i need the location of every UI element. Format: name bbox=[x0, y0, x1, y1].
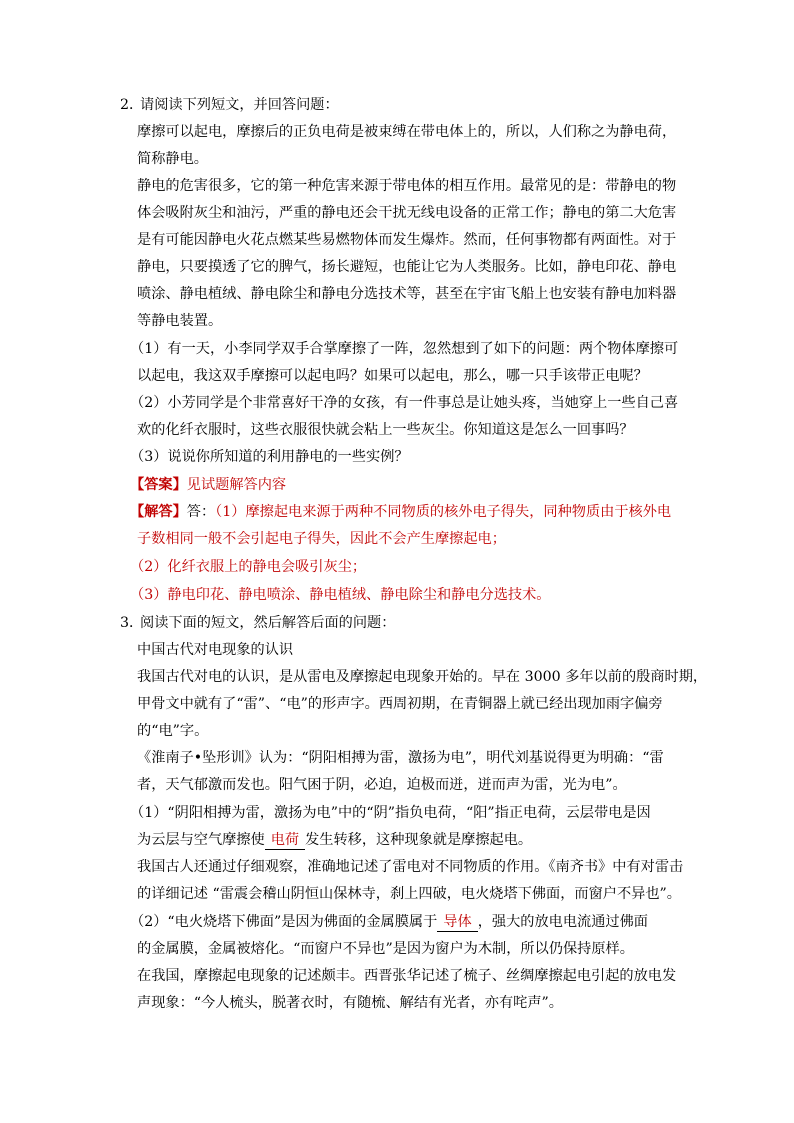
paragraph-line: 摩擦可以起电，摩擦后的正负电荷是被束缚在带电体上的，所以，人们称之为静电荷， bbox=[137, 124, 677, 140]
answer-blank-1: 电荷 bbox=[265, 832, 305, 850]
sub-question-2-pre: （2）“电火烧塔下佛面”是因为佛面的金属膜属于 bbox=[130, 914, 438, 930]
sub-question-3: （3）说说你所知道的利用静电的一些实例？ bbox=[130, 449, 409, 465]
paragraph-line: 在我国，摩擦起电现象的记述颇丰。西晋张华记述了梳子、丝绸摩擦起电引起的放电发 bbox=[137, 968, 677, 984]
paragraph-line: 的“电”字。 bbox=[137, 723, 209, 739]
solution-prefix: 答： bbox=[186, 504, 216, 520]
sub-question-2-post: ，强大的放电电流通过佛面 bbox=[477, 914, 648, 930]
paragraph-line: 甲骨文中就有了“雷”、“电”的形声字。西周初期，在青铜器上就已经出现加雨字偏旁 bbox=[137, 696, 663, 712]
sub-question-2 bbox=[130, 911, 648, 933]
solution-1b: 子数相同一般不会引起电子得失，因此不会产生摩擦起电； bbox=[137, 531, 506, 547]
sub-question-1-post: 发生转移，这种现象就是摩擦起电。 bbox=[305, 832, 533, 848]
answer-text: 见试题解答内容 bbox=[186, 477, 287, 493]
answer-tag: 【答案】 bbox=[130, 477, 187, 493]
question-2-number: 2． bbox=[120, 97, 144, 113]
article-title: 中国古代对电现象的认识 bbox=[137, 642, 294, 658]
sub-question-1: （1）有一天，小李同学双手合掌摩擦了一阵，忽然想到了如下的问题：两个物体摩擦可 bbox=[130, 341, 679, 357]
sub-question-1-cont bbox=[137, 829, 532, 851]
paragraph-line: 的详细记述 “雷震会稽山阴恒山保林寺，刹上四破，电火烧塔下佛面，而窗户不异也”。 bbox=[137, 886, 681, 902]
solution-3: （3）静电印花、静电喷涂、静电植绒、静电除尘和静电分选技术。 bbox=[130, 587, 551, 603]
paragraph-line: 我国古代对电的认识，是从雷电及摩擦起电现象开始的。早在 3000 多年以前的殷商时期， bbox=[137, 669, 708, 685]
paragraph-line: 体会吸附灰尘和油污，严重的静电还会干扰无线电设备的正常工作；静电的第二大危害 bbox=[137, 205, 677, 221]
sub-question-2-cont: 欢的化纤衣服时，这些衣服很快就会粘上一些灰尘。你知道这是怎么一回事吗？ bbox=[137, 422, 634, 438]
paragraph-line: 我国古人还通过仔细观察，准确地记述了雷电对不同物质的作用。《南齐书》中有对雷击 bbox=[137, 859, 684, 875]
paragraph-line: 等静电装置。 bbox=[137, 313, 223, 329]
question-3-number: 3． bbox=[120, 615, 144, 631]
paragraph-line: 声现象：“今人梳头，脱著衣时，有随梳、解结有光者，亦有咤声”。 bbox=[137, 995, 563, 1011]
paragraph-line: 者，天气郁激而发也。阳气困于阴，必迫，迫极而迸，迸而声为雷，光为电”。 bbox=[137, 777, 627, 793]
question-2-prompt: 请阅读下列短文，并回答问题： bbox=[140, 97, 339, 113]
answer-blank-2: 导体 bbox=[437, 914, 477, 932]
solution-1a: （1）摩擦起电来源于两种不同物质的核外电子得失，同种物质由于核外电 bbox=[215, 504, 672, 520]
paragraph-line: 是有可能因静电火花点燃某些易燃物体而发生爆炸。然而，任何事物都有两面性。对于 bbox=[137, 232, 677, 248]
sub-question-1-pre: 为云层与空气摩擦使 bbox=[137, 832, 265, 848]
paragraph-line: 《淮南子•坠形训》认为：“阴阳相搏为雷，激扬为电”，明代刘基说得更为明确：“雷 bbox=[137, 750, 664, 766]
sub-question-2-cont: 的金属膜，金属被熔化。“而窗户不异也”是因为窗户为木制，所以仍保持原样。 bbox=[137, 941, 634, 957]
paragraph-line: 静电的危害很多，它的第一种危害来源于带电体的相互作用。最常见的是：带静电的物 bbox=[137, 178, 677, 194]
question-3-prompt: 阅读下面的短文，然后解答后面的问题： bbox=[140, 615, 396, 631]
sub-question-1-cont: 以起电，我这双手摩擦可以起电吗？如果可以起电，那么，哪一只手该带正电呢？ bbox=[137, 368, 648, 384]
sub-question-1: （1）“阴阳相搏为雷，激扬为电”中的“阴”指负电荷，“阳”指正电荷，云层带电是因 bbox=[130, 805, 651, 821]
solution-2: （2）化纤衣服上的静电会吸引灰尘； bbox=[130, 559, 367, 575]
solution-tag: 【解答】 bbox=[130, 504, 187, 520]
paragraph-line: 静电，只要摸透了它的脾气，扬长避短，也能让它为人类服务。比如，静电印花、静电 bbox=[137, 259, 677, 275]
paragraph-line: 简称静电。 bbox=[137, 151, 208, 167]
solution-line bbox=[130, 501, 671, 523]
sub-question-2: （2）小芳同学是个非常喜好干净的女孩，有一件事总是让她头疼，当她穿上一些自己喜 bbox=[130, 395, 679, 411]
answer-line bbox=[130, 474, 286, 496]
paragraph-line: 喷涂、静电植绒、静电除尘和静电分选技术等，甚至在宇宙飞船上也安装有静电加料器 bbox=[137, 286, 677, 302]
